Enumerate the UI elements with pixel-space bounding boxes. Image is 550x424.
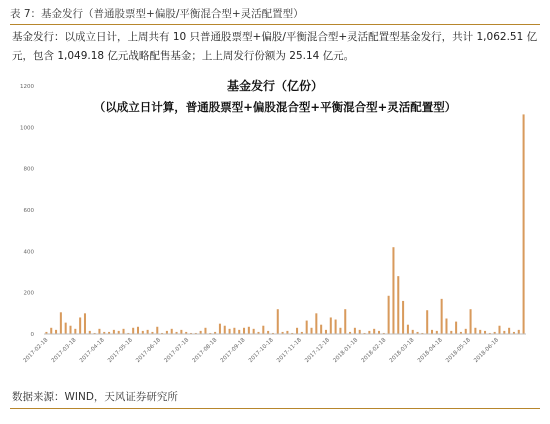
x-tick-label: 2017-06-18 — [135, 337, 163, 365]
bar — [224, 326, 226, 334]
y-axis — [20, 84, 35, 338]
footer-divider — [10, 408, 540, 409]
bar — [426, 310, 428, 334]
bar — [74, 329, 76, 334]
bar — [132, 328, 134, 334]
bar — [229, 329, 231, 334]
chart-subtitle: （以成立日计算，普通股票型+偏股混合型+平衡混合型+灵活配置型） — [93, 100, 457, 114]
bar — [412, 330, 414, 334]
bar-series — [45, 114, 524, 334]
bar — [354, 328, 356, 334]
bar — [339, 328, 341, 334]
bar — [335, 320, 337, 334]
bar — [296, 328, 298, 334]
bar — [388, 296, 390, 334]
x-axis — [23, 334, 526, 364]
bar — [98, 329, 100, 334]
x-tick-label: 2018-05-18 — [445, 337, 472, 365]
bar — [465, 329, 467, 334]
bar — [60, 312, 62, 334]
bar — [373, 329, 375, 334]
summary-text: 基金发行：以成立日计，上周共有 10 只普通股票型+偏股/平衡混合型+灵活配置型基金发行，共计 1,062.51 亿元，包含 1,049.18 亿元战略配售基金；上上周发行份额为 25.14 亿元。 — [12, 31, 538, 62]
chart-title: 基金发行（亿份） — [226, 79, 324, 93]
bar — [65, 323, 67, 334]
x-tick-label: 2018-02-18 — [360, 337, 388, 365]
bar — [306, 321, 308, 334]
bar — [407, 325, 409, 334]
bar — [325, 330, 327, 334]
table-caption: 表 7：基金发行（普通股票型+偏股/平衡混合型+灵活配置型） — [10, 8, 304, 20]
bar — [441, 299, 443, 334]
bar — [79, 317, 81, 334]
x-tick-label: 2017-07-18 — [163, 337, 191, 365]
x-tick-label: 2018-01-18 — [332, 337, 360, 365]
bar — [445, 319, 447, 335]
y-tick-label: 1000 — [20, 125, 34, 132]
bar — [518, 330, 520, 334]
bar — [479, 330, 481, 334]
bar — [233, 328, 235, 334]
bar — [84, 313, 86, 334]
y-tick-label: 1200 — [20, 84, 34, 90]
bar — [470, 309, 472, 334]
bar — [147, 330, 149, 334]
bar — [137, 327, 139, 334]
chart-panel — [10, 70, 540, 378]
bar — [359, 330, 361, 334]
bar — [123, 329, 125, 334]
bar — [311, 328, 313, 334]
y-tick-label: 0 — [30, 332, 34, 338]
bar — [219, 324, 221, 334]
bar — [474, 328, 476, 334]
x-tick-label: 2017-04-18 — [78, 337, 106, 365]
bar — [204, 328, 206, 334]
bar — [397, 276, 399, 334]
bar-chart — [10, 70, 540, 378]
bar — [253, 329, 255, 334]
bar — [455, 322, 457, 334]
x-tick-label: 2018-04-18 — [416, 337, 444, 365]
bar — [243, 328, 245, 334]
x-tick-label: 2017-12-18 — [304, 337, 332, 365]
x-tick-label: 2018-06-18 — [473, 337, 501, 365]
x-tick-label: 2017-02-18 — [22, 337, 50, 365]
x-tick-label: 2017-10-18 — [247, 337, 275, 365]
y-tick-label: 800 — [23, 166, 34, 173]
bar — [70, 326, 72, 334]
x-tick-label: 2017-09-18 — [219, 337, 247, 365]
bar — [113, 330, 115, 334]
bar — [498, 326, 500, 334]
bar — [180, 330, 182, 334]
y-tick-label: 600 — [23, 208, 34, 214]
bar — [508, 328, 510, 334]
x-tick-label: 2017-05-18 — [107, 337, 134, 365]
x-tick-label: 2017-11-18 — [276, 337, 303, 365]
bar — [238, 330, 240, 334]
bar — [402, 301, 404, 334]
x-tick-label: 2018-03-18 — [388, 337, 416, 365]
bar — [330, 317, 332, 334]
caption-divider — [10, 24, 540, 25]
x-tick-label: 2017-08-18 — [191, 337, 219, 365]
y-tick-label: 400 — [23, 249, 34, 256]
data-source: 数据来源：WIND，天风证券研究所 — [12, 391, 178, 403]
bar — [156, 327, 158, 334]
bar — [523, 114, 525, 334]
bar — [431, 330, 433, 334]
bar — [392, 247, 394, 334]
bar — [50, 328, 52, 334]
x-tick-label: 2017-03-18 — [50, 337, 78, 365]
bar — [55, 330, 57, 334]
bar — [277, 309, 279, 334]
bar — [262, 326, 264, 334]
bar — [344, 309, 346, 334]
bar — [315, 313, 317, 334]
bar — [171, 329, 173, 334]
bar — [320, 325, 322, 334]
bar — [248, 327, 250, 334]
y-tick-label: 200 — [23, 290, 34, 297]
